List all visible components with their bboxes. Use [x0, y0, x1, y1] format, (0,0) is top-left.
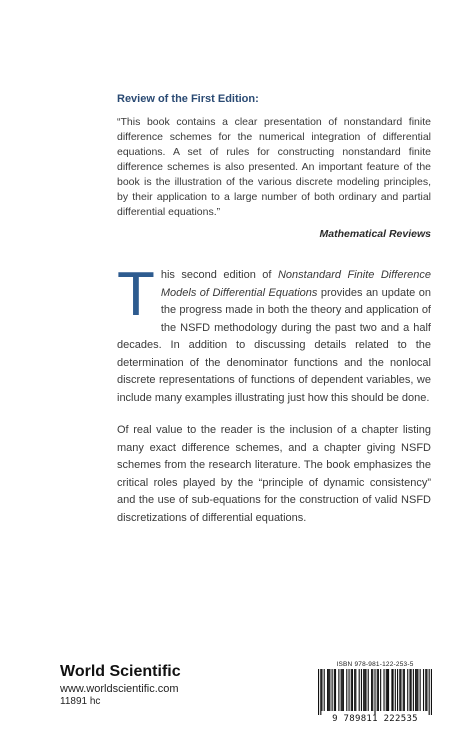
barcode-block [318, 661, 432, 724]
barcode-bar [411, 669, 412, 711]
isbn-label: ISBN 978-981-122-253-5 [336, 661, 414, 668]
barcode-bar [400, 669, 401, 711]
barcode-bar [372, 669, 373, 711]
barcode-bar [429, 669, 430, 715]
barcode-bar [409, 669, 410, 711]
barcode-bar [328, 669, 329, 711]
review-quote: “This book contains a clear presentation of nonstandard finite difference schemes for the numerical integration of differential equations. A set of rules for constructing nonstandard finite difference schemes is also presented. An important feature of the book is the illustration of the various discrete modeling principles, by their application to a large number of both ordinary and partial differential equations.” [117, 116, 431, 218]
book-title: Nonstandard Finite Difference Models of Differential Equations [160, 269, 431, 299]
barcode-bar [378, 669, 379, 711]
barcode-bar [380, 669, 381, 711]
barcode-bar [368, 669, 369, 711]
barcode-bar [334, 669, 335, 711]
barcode-bar [324, 669, 325, 711]
book-description [117, 260, 431, 527]
barcode-bar [355, 669, 356, 711]
barcode-bar [363, 669, 364, 711]
barcode-bar [387, 669, 388, 711]
barcode-bar [416, 669, 417, 711]
barcode-bar [417, 669, 418, 711]
barcode-bar [426, 669, 427, 711]
barcode-bar [415, 669, 416, 711]
barcode-bar [341, 669, 342, 711]
barcode-bar [423, 669, 424, 711]
barcode-bar [399, 669, 400, 711]
barcode-bar [343, 669, 344, 711]
barcode-bar [374, 669, 375, 715]
barcode-bar [321, 669, 322, 711]
barcode-bar [364, 669, 365, 711]
barcode-bar [348, 669, 349, 711]
drop-cap: T [117, 260, 155, 329]
barcode-bar [335, 669, 336, 711]
description-paragraph-2: Of real value to the reader is the inclusion of a chapter listing many exact difference schemes, and a chapter giving NSFD schemes from the research literature. The book emphasizes the critical roles played by the “principle of dynamic consistency” and the use of sub-equations for the construction of valid NSFD discretizations of differential equations. [117, 424, 431, 524]
barcode-bar [383, 669, 384, 711]
barcode-bar [327, 669, 328, 711]
barcode-bar [397, 669, 398, 711]
barcode-bar [338, 669, 339, 711]
barcode-bar [388, 669, 389, 711]
publisher-code: 11891 hc [60, 696, 101, 707]
barcode-bar [377, 669, 378, 711]
barcode-bar [395, 669, 396, 711]
publisher-block [60, 663, 280, 707]
barcode-bar [425, 669, 426, 711]
barcode-bar [342, 669, 343, 711]
barcode-digits: 9 789811 222535 [332, 714, 418, 724]
barcode-icon [318, 669, 432, 715]
barcode-bar [320, 669, 321, 715]
review-source: Mathematical Reviews [319, 228, 431, 240]
paragraph-1-start: his second edition of [160, 269, 278, 281]
barcode-bar [329, 669, 330, 711]
review-heading: Review of the First Edition: [117, 93, 259, 105]
barcode-bar [352, 669, 353, 711]
publisher-url: www.worldscientific.com [60, 683, 179, 695]
paragraph-1-rest: provides an update on the progress made in both the theory and application of the NSFD methodology during the past two and a half decades. In addition to discussing details related to the determination of the denominator functions and the nonlocal discrete representations of functions of dependent variables, we include many examples illustrating just how this should be done. [117, 286, 431, 404]
barcode-bar [354, 669, 355, 711]
barcode-bar [361, 669, 362, 711]
barcode-bar [371, 669, 372, 711]
barcode-bar [391, 669, 392, 711]
barcode-bar [393, 669, 394, 711]
barcode-bar [318, 669, 319, 715]
barcode-bar [431, 669, 432, 715]
barcode-bar [420, 669, 421, 711]
barcode-bar [403, 669, 404, 711]
barcode-bar [332, 669, 333, 711]
barcode-bar [386, 669, 387, 711]
barcode-bar [413, 669, 414, 711]
review-section [117, 93, 431, 240]
barcode-bar [365, 669, 366, 711]
barcode-bar [359, 669, 360, 711]
barcode-bar [404, 669, 405, 711]
barcode-bar [346, 669, 347, 711]
publisher-name: World Scientific [60, 663, 181, 680]
barcode-bar [351, 669, 352, 711]
barcode-bar [407, 669, 408, 711]
description-paragraph-1 [117, 260, 431, 407]
